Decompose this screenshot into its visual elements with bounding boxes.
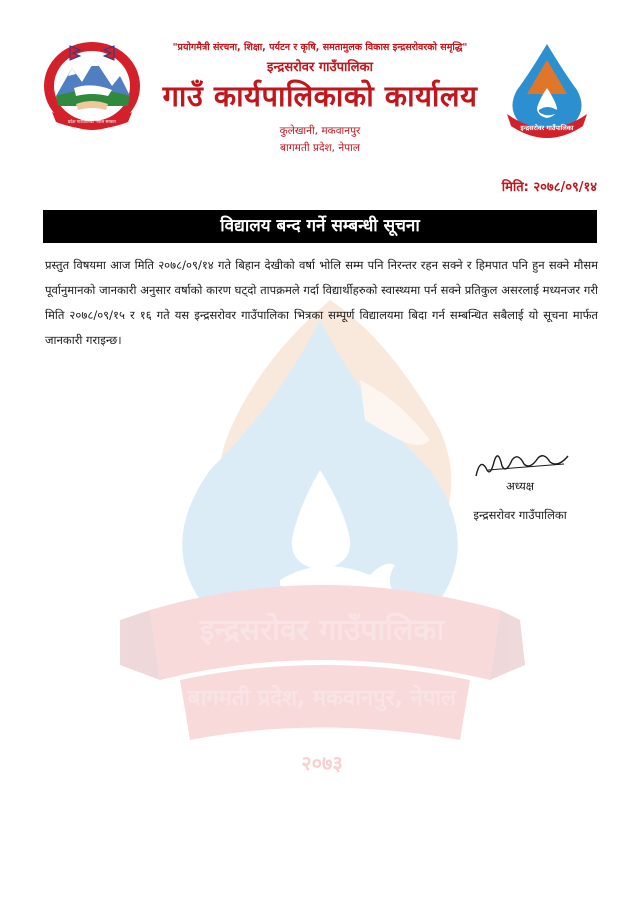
notice-title: विद्यालय बन्द गर्ने सम्बन्धी सूचना bbox=[43, 210, 597, 243]
logo-text: इन्द्रसरोवर गाउँपालिका bbox=[520, 124, 574, 132]
office-title: गाउँ कार्यपालिकाको कार्यालय bbox=[162, 79, 478, 113]
address-line1: कुलेखानी, मकवानपुर bbox=[279, 125, 361, 137]
signatory-office: इन्द्रसरोवर गाउँपालिका bbox=[473, 508, 567, 522]
emblem-text: प्रदेश गाउँपालिका नेपाल सरकार bbox=[67, 119, 117, 124]
municipality-name: इन्द्रसरोवर गाउँपालिका bbox=[267, 60, 373, 75]
notice-body: प्रस्तुत विषयमा आज मिति २०७८/०९/१४ गते बिहान देखीको वर्षा भोलि सम्म पनि निरन्तर रहन सक्ने र हिमपात पनि हुन सक्ने मौसम पूर्वानुमानको जानकारी अनुसार वर्षाको कारण घट्दो तापक्रमले गर्दा विद्यार्थीहरुको स्वास्थ्यमा पर्न सक्ने प्रतिकुल असरलाई मध्यनजर गरी मिति २०७८/०९/१५ र १६ गते यस इन्द्रसरोवर गाउँपालिका भित्रका सम्पूर्ण विद्यालयमा बिदा गर्न सम्बन्धित सबैलाई यो सूचना मार्फत जानकारी गराइन्छ। bbox=[45, 258, 598, 347]
signature bbox=[468, 438, 578, 483]
watermark-line1: इन्द्रसरोवर गाउँपालिका bbox=[199, 613, 445, 648]
nepal-government-emblem-icon bbox=[40, 38, 145, 133]
watermark-line2: बागमती प्रदेश, मकवानपुर, नेपाल bbox=[188, 686, 456, 711]
notice-date: मिति: २०७८/०९/१४ bbox=[501, 180, 597, 195]
address-line2: बागमती प्रदेश, नेपाल bbox=[280, 142, 360, 154]
signatory-title: अध्यक्ष bbox=[505, 479, 535, 493]
watermark-line3: २०७३ bbox=[301, 751, 343, 775]
slogan: "प्रयोगमैत्री संरचना, शिक्षा, पर्यटन र कृषि, समतामुलक विकास इन्द्रसरोवरको समृद्धि" bbox=[172, 42, 468, 53]
indrasarowar-logo-icon bbox=[497, 38, 597, 138]
